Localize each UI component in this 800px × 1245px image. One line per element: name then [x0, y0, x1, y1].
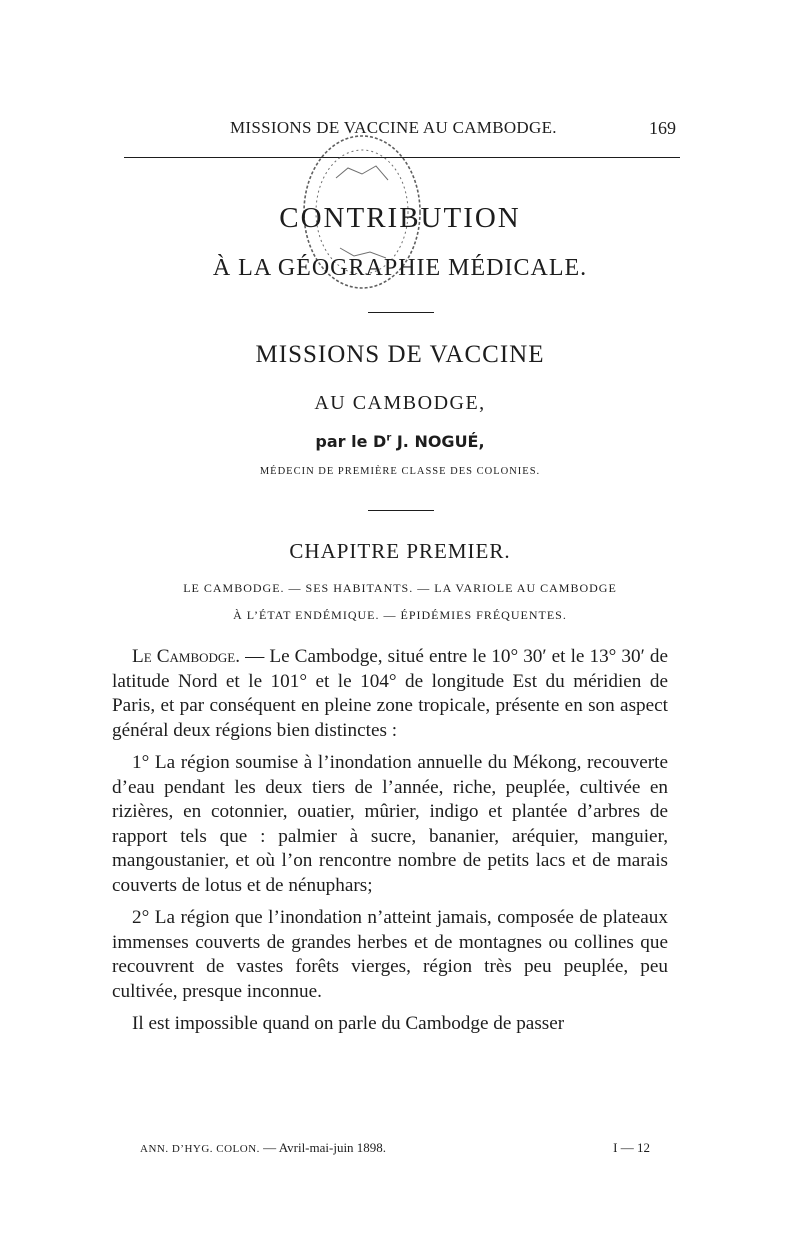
author-prefix: par le D — [315, 432, 387, 451]
author-name: J. NOGUÉ, — [391, 432, 485, 451]
paragraph-4: Il est impossible quand on parle du Cambodge de passer — [132, 1013, 565, 1034]
paragraph-3: 2° La région que l’inondation n’atteint jamais, composée de plateaux immenses couverts de grandes herbes et de montagnes ou collines que recouvrent de vastes forêts vierges, région très peu peuplée, peu cultivée, presque inconnue. — [112, 907, 668, 1002]
body-text — [112, 645, 668, 1037]
title-line-2: À LA GÉOGRAPHIE MÉDICALE. — [212, 255, 588, 281]
footer-date: — Avril-mai-juin 1898. — [259, 1140, 387, 1155]
chapter-summary-1: LE CAMBODGE. — SES HABITANTS. — LA VARIOLE AU CAMBODGE — [183, 581, 617, 595]
footer-signature: I — 12 — [613, 1140, 650, 1155]
paragraph-1-text: — Le Cambodge, situé entre le 10° 30′ et le 13° 30′ de latitude Nord et le 101° et le 104° de longitude Est du méridien de Paris, et par conséquent en pleine zone tropicale, présente en son aspect général deux régions bien distinctes : — [112, 646, 668, 741]
title-line-3: MISSIONS DE VACCINE — [255, 341, 545, 368]
title-line-1: CONTRIBUTION — [279, 202, 521, 234]
section-rule — [368, 510, 434, 511]
header-rule — [124, 157, 680, 158]
title-line-4: AU CAMBODGE, — [314, 392, 486, 414]
author-line — [0, 432, 800, 451]
chapter-summary-2: À L’ÉTAT ENDÉMIQUE. — ÉPIDÉMIES FRÉQUENTES. — [233, 608, 567, 622]
chapter-heading: CHAPITRE PREMIER. — [289, 539, 511, 563]
page-number: 169 — [649, 118, 676, 138]
running-title: MISSIONS DE VACCINE AU CAMBODGE. — [230, 118, 557, 137]
paragraph-1 — [112, 645, 668, 743]
footer-journal: ANN. D’HYG. COLON. — [140, 1143, 260, 1155]
footer-citation — [140, 1140, 386, 1156]
paragraph-2: 1° La région soumise à l’inondation annuelle du Mékong, recouverte d’eau pendant les deux tiers de l’année, riche, peuplée, cultivée en rizières, en cotonnier, ouatier, mûrier, indigo et plantée d’arbres de rapport tels que : palmier à sucre, bananier, aréquier, manguier, mangoustanier, et où l’on rencontre nombre de petits lacs et de marais couverts de lotus et de nénuphars; — [112, 752, 668, 896]
author-sup: r — [386, 432, 392, 444]
paragraph-1-lead: Le Cambodge. — [132, 646, 241, 667]
title-rule — [368, 312, 434, 313]
author-affiliation: MÉDECIN DE PREMIÈRE CLASSE DES COLONIES. — [259, 466, 541, 477]
